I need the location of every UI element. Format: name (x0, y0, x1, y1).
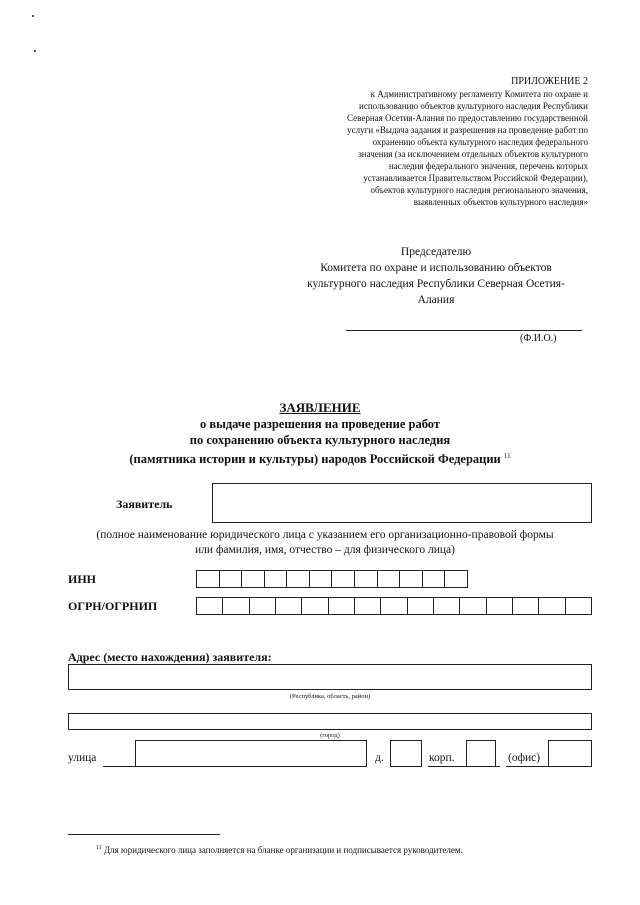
ogrn-digit-cell[interactable] (408, 598, 434, 614)
house-input[interactable] (390, 740, 422, 767)
ogrn-digit-cell[interactable] (355, 598, 381, 614)
inn-digit-cell[interactable] (197, 571, 220, 587)
appendix-line: Северная Осетия-Алания по предоставлению государственной (347, 113, 588, 123)
ogrn-digit-cell[interactable] (197, 598, 223, 614)
ogrn-digit-cell[interactable] (223, 598, 249, 614)
applicant-note-line: (полное наименование юридического лица с указанием его организационно-правовой формы (96, 529, 554, 541)
office-input[interactable] (548, 740, 592, 767)
applicant-label: Заявитель (116, 497, 173, 511)
addressee-block (286, 244, 586, 308)
footnote (96, 845, 463, 855)
addressee-line: Алания (417, 294, 455, 306)
appendix-header (288, 76, 588, 208)
inn-digit-cell[interactable] (287, 571, 310, 587)
region-input[interactable] (68, 664, 592, 690)
footnote-text: Для юридического лица заполняется на бланке организации и подписывается руководителем. (104, 845, 463, 855)
region-hint: (Республика, область, район) (289, 693, 371, 700)
title-line: о выдаче разрешения на проведение работ (199, 417, 441, 431)
inn-digit-cell[interactable] (355, 571, 378, 587)
inn-label: ИНН (68, 572, 97, 586)
scan-mark (34, 50, 36, 52)
ogrn-digit-cell[interactable] (539, 598, 565, 614)
fio-signature-line[interactable] (346, 330, 582, 331)
building-label: корп. (429, 752, 455, 764)
city-input[interactable] (68, 713, 592, 730)
title-line: по сохранению объекта культурного наследия (189, 433, 451, 447)
address-label: Адрес (место нахождения) заявителя: (68, 650, 272, 664)
ogrn-label: ОГРН/ОГРНИП (68, 599, 158, 613)
ogrn-digit-cell[interactable] (276, 598, 302, 614)
fio-label: (Ф.И.О.) (520, 333, 557, 344)
ogrn-digit-cell[interactable] (381, 598, 407, 614)
appendix-line: охранению объекта культурного наследия федерального (372, 137, 588, 147)
street-input[interactable] (135, 740, 367, 767)
ogrn-digit-cell[interactable] (566, 598, 591, 614)
applicant-note (60, 528, 590, 558)
house-label: д. (375, 752, 384, 764)
office-underline (506, 766, 548, 767)
applicant-note-line: или фамилия, имя, отчество – для физического лица) (195, 544, 455, 556)
appendix-line: услуги «Выдача задания и разрешения на проведение работ по (347, 125, 588, 135)
appendix-line: значения (за исключением отдельных объектов культурного (358, 149, 588, 159)
ogrn-input[interactable] (196, 597, 592, 615)
footnote-number: 11 (96, 845, 102, 851)
appendix-line: выявленных объектов культурного наследия» (413, 197, 588, 207)
city-hint: (город) (320, 732, 340, 739)
footnote-separator (68, 834, 220, 835)
ogrn-digit-cell[interactable] (329, 598, 355, 614)
inn-digit-cell[interactable] (400, 571, 423, 587)
addressee-line: Комитета по охране и использованию объектов (320, 262, 552, 274)
inn-digit-cell[interactable] (445, 571, 467, 587)
street-label: улица (68, 752, 97, 764)
appendix-line: наследия федерального значения, перечень которых (388, 161, 588, 171)
title-main: ЗАЯВЛЕНИЕ (279, 400, 361, 415)
scan-mark (32, 15, 34, 17)
ogrn-digit-cell[interactable] (434, 598, 460, 614)
appendix-label: ПРИЛОЖЕНИЕ 2 (511, 76, 588, 87)
appendix-line: к Административному регламенту Комитета по охране и (370, 89, 588, 99)
ogrn-digit-cell[interactable] (487, 598, 513, 614)
inn-digit-cell[interactable] (220, 571, 243, 587)
addressee-line: Председателю (400, 246, 472, 258)
document-title (60, 400, 580, 467)
ogrn-digit-cell[interactable] (250, 598, 276, 614)
appendix-line: объектов культурного наследия регионального значения, (370, 185, 588, 195)
building-input[interactable] (466, 740, 496, 767)
office-label: (офис) (508, 752, 541, 764)
appendix-line: использованию объектов культурного наследия Республики (359, 101, 588, 111)
footnote-ref: 11 (503, 452, 511, 460)
inn-digit-cell[interactable] (332, 571, 355, 587)
ogrn-digit-cell[interactable] (460, 598, 486, 614)
inn-input[interactable] (196, 570, 468, 588)
appendix-line: устанавливается Правительством Российской Федерации), (363, 173, 588, 183)
inn-digit-cell[interactable] (378, 571, 401, 587)
addressee-line: культурного наследия Республики Северная Осетия- (307, 278, 565, 290)
title-line: (памятника истории и культуры) народов Российской Федерации (129, 452, 501, 467)
ogrn-digit-cell[interactable] (513, 598, 539, 614)
ogrn-digit-cell[interactable] (302, 598, 328, 614)
inn-digit-cell[interactable] (265, 571, 288, 587)
inn-digit-cell[interactable] (310, 571, 333, 587)
inn-digit-cell[interactable] (423, 571, 446, 587)
applicant-input[interactable] (212, 483, 592, 523)
inn-digit-cell[interactable] (242, 571, 265, 587)
